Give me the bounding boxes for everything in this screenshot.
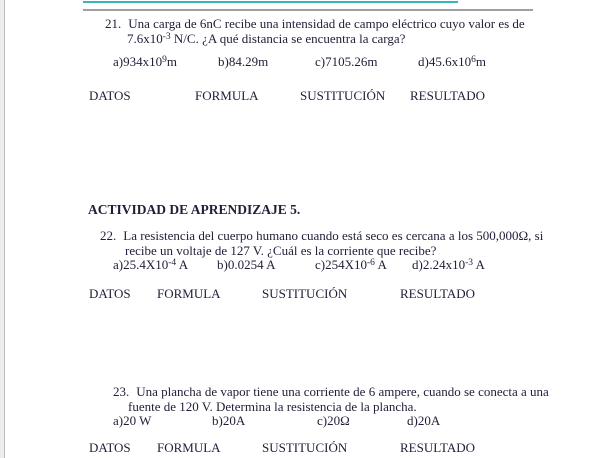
option-exponent: -3 bbox=[465, 258, 474, 268]
question-23-options-row bbox=[0, 413, 600, 428]
work-header-sustitucion: SUSTITUCIÓN bbox=[262, 286, 348, 301]
question-23-option-d bbox=[407, 413, 440, 431]
work-header-datos: DATOS bbox=[89, 286, 131, 301]
option-unit: m bbox=[166, 54, 177, 69]
work-header-resultado: RESULTADO bbox=[400, 286, 476, 301]
question-22-line-1 bbox=[100, 228, 543, 243]
option-unit: m bbox=[475, 54, 486, 69]
work-header-resultado: RESULTADO bbox=[410, 88, 486, 103]
option-text: c)20Ω bbox=[317, 413, 350, 428]
question-23-work-headers bbox=[0, 440, 600, 455]
question-21-option-d bbox=[418, 54, 486, 72]
question-22-option-a bbox=[113, 257, 188, 275]
question-21-line-2 bbox=[127, 31, 405, 49]
option-exponent: -4 bbox=[168, 258, 177, 268]
option-text: b)84.29m bbox=[218, 54, 269, 69]
option-text: a)25.4X10 bbox=[113, 257, 169, 272]
question-22-option-c bbox=[315, 257, 387, 275]
question-23-number: 23. bbox=[113, 384, 130, 399]
question-22-options-row bbox=[0, 257, 600, 272]
option-text: d)20A bbox=[407, 413, 441, 428]
question-22-number: 22. bbox=[100, 228, 117, 243]
question-21-number: 21. bbox=[105, 16, 122, 31]
question-21-option-a bbox=[113, 54, 177, 72]
question-22-work-headers bbox=[0, 286, 600, 301]
work-header-sustitucion: SUSTITUCIÓN bbox=[262, 440, 348, 455]
option-exponent: 6 bbox=[471, 55, 476, 65]
question-23-option-a bbox=[113, 413, 151, 431]
work-header-formula: FORMULA bbox=[195, 88, 259, 103]
option-exponent: 9 bbox=[162, 55, 167, 65]
option-unit: A bbox=[473, 257, 485, 272]
question-23-line-2: fuente de 120 V. Determina la resistencia de la plancha. bbox=[128, 399, 417, 414]
question-23-line-1 bbox=[113, 384, 549, 399]
teal-table-border-line bbox=[83, 1, 458, 3]
question-21-line2-base: 7.6x10 bbox=[127, 31, 163, 46]
question-22-text: La resistencia del cuerpo humano cuando está seco es cercana a los 500,000Ω, si bbox=[123, 228, 544, 243]
question-21-option-c bbox=[315, 54, 377, 72]
option-unit: A bbox=[176, 257, 189, 272]
question-21-work-headers bbox=[0, 88, 600, 103]
option-text: a)20 W bbox=[113, 413, 152, 428]
option-text: d)2.24x10 bbox=[412, 257, 466, 272]
option-text: b)20A bbox=[212, 413, 246, 428]
option-text: c)7105.26m bbox=[315, 54, 378, 69]
work-header-sustitucion: SUSTITUCIÓN bbox=[300, 88, 386, 103]
option-exponent: -6 bbox=[367, 258, 375, 268]
work-header-datos: DATOS bbox=[89, 440, 131, 455]
option-text: b)0.0254 A bbox=[217, 257, 276, 272]
option-text: a)934x10 bbox=[113, 54, 163, 69]
activity-heading: ACTIVIDAD DE APRENDIZAJE 5. bbox=[88, 202, 301, 217]
question-23-text: Una plancha de vapor tiene una corriente de 6 ampere, cuando se conecta a una bbox=[136, 384, 549, 399]
question-21-options-row bbox=[0, 54, 600, 69]
question-23-option-c bbox=[317, 413, 350, 431]
question-21-line-1 bbox=[105, 16, 525, 31]
question-21-line2-rest: N/C. ¿A qué distancia se encuentra la carga? bbox=[170, 31, 406, 46]
question-21-option-b bbox=[218, 54, 268, 72]
work-header-datos: DATOS bbox=[89, 88, 131, 103]
question-22-line-2: recibe un voltaje de 127 V. ¿Cuál es la corriente que recibe? bbox=[125, 243, 437, 258]
question-22-option-b bbox=[217, 257, 276, 275]
question-21-line2-exponent: -3 bbox=[162, 32, 171, 42]
work-header-resultado: RESULTADO bbox=[400, 440, 476, 455]
option-text: c)254X10 bbox=[315, 257, 367, 272]
question-21-text: Una carga de 6nC recibe una intensidad de campo eléctrico cuyo valor es de bbox=[128, 16, 525, 31]
question-23-option-b bbox=[212, 413, 245, 431]
option-unit: A bbox=[374, 257, 387, 272]
work-header-formula: FORMULA bbox=[157, 440, 221, 455]
work-header-formula: FORMULA bbox=[157, 286, 221, 301]
question-22-option-d bbox=[412, 257, 485, 275]
option-text: d)45.6x10 bbox=[418, 54, 472, 69]
horizontal-rule bbox=[83, 9, 533, 11]
